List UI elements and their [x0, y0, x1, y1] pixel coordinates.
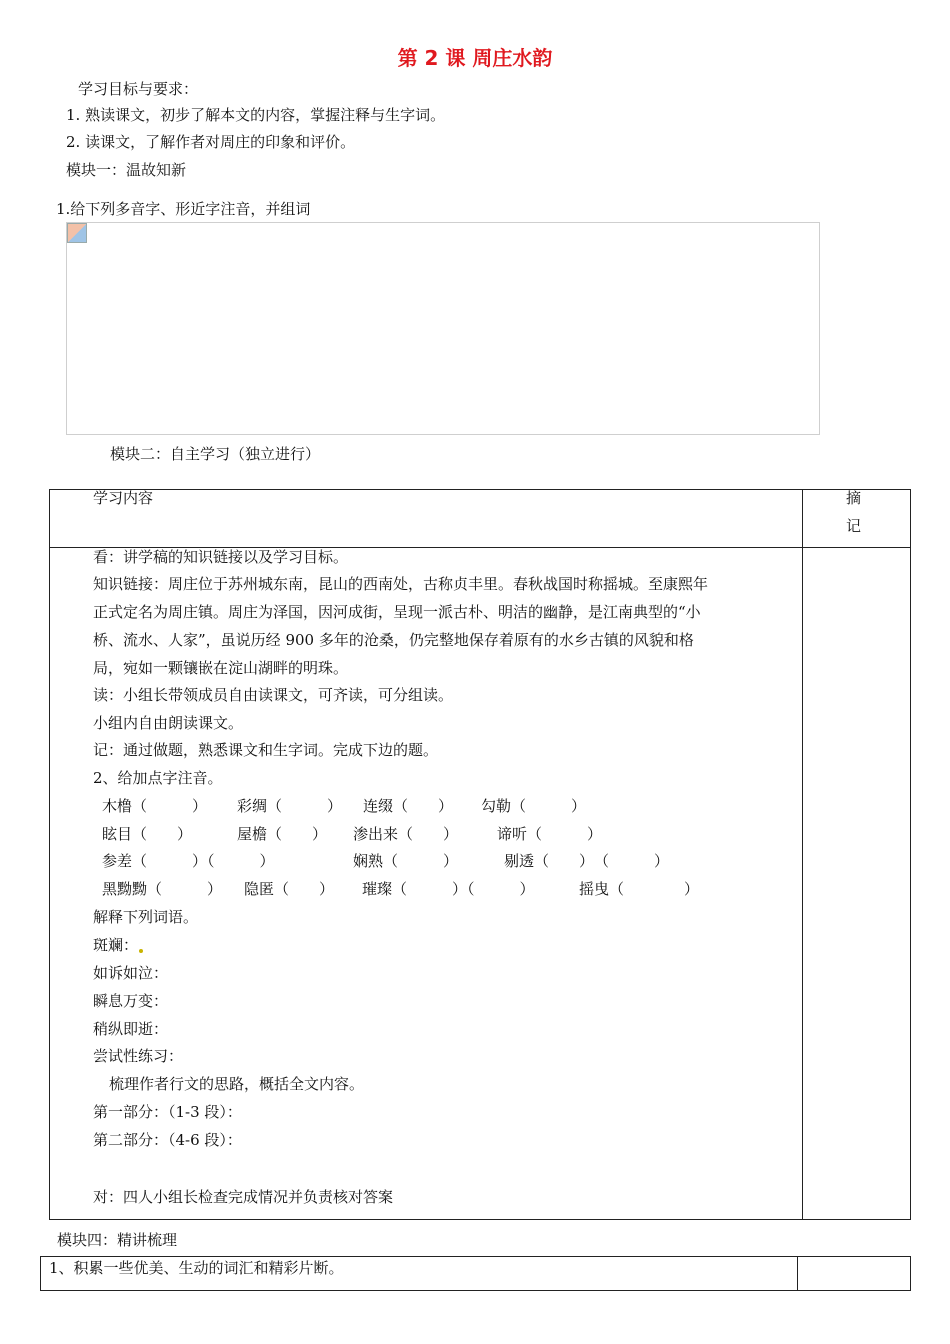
content-line: 桥、流水、人家”，虽说历经 900 多年的沧桑，仍完整地保存着原有的水乡古镇的风貌和格: [93, 631, 694, 649]
module1-task: 1.给下列多音字、形近字注音，并组词: [56, 200, 311, 218]
check-line: 对：四人小组长检查完成情况并负责核对答案: [93, 1188, 394, 1206]
part-item: 第一部分：（1-3 段）：: [93, 1103, 242, 1121]
content-line: 记：通过做题，熟悉课文和生字词。完成下边的题。: [93, 741, 439, 759]
pinyin-item: 剔透（ ） （ ）: [504, 852, 670, 870]
content-line: 小组内自由朗读课文。: [93, 714, 244, 732]
objectives-heading: 学习目标与要求：: [78, 80, 199, 98]
pinyin-item: 木橹（ ）: [102, 797, 208, 815]
col-header-notes-2: 记: [846, 517, 862, 535]
part-item: 第二部分：（4-6 段）：: [93, 1131, 242, 1149]
objective-item-2: 2. 读课文，了解作者对周庄的印象和评价。: [66, 133, 356, 151]
term-item: 瞬息万变：: [93, 992, 169, 1010]
pinyin-item: 屋檐（ ）: [237, 825, 328, 843]
pinyin-item: 黑黝黝（ ）: [102, 880, 223, 898]
content-line: 正式定名为周庄镇。周庄为泽国，因河成街，呈现一派古朴、明洁的幽静，是江南典型的“小: [93, 603, 701, 621]
highlight-dot-icon: [139, 949, 143, 953]
pinyin-item: 璀璨（ ）（ ）: [362, 880, 535, 898]
practice-task: 梳理作者行文的思路，概括全文内容。: [109, 1075, 365, 1093]
term-item: 斑斓：: [93, 938, 143, 953]
pinyin-item: 娴熟（ ）: [353, 852, 459, 870]
explain-heading: 解释下列词语。: [93, 908, 199, 926]
image-placeholder: [66, 222, 820, 435]
pinyin-item: 眩目（ ）: [102, 825, 193, 843]
pinyin-item: 彩绸（ ）: [237, 797, 343, 815]
term-item: 如诉如泣：: [93, 964, 169, 982]
module1-heading: 模块一：温故知新: [66, 161, 187, 179]
col-header-content: 学习内容: [93, 489, 154, 507]
pinyin-item: 谛听（ ）: [497, 825, 603, 843]
pinyin-item: 摇曳（ ）: [579, 880, 700, 898]
content-line: 读：小组长带领成员自由读课文，可齐读，可分组读。: [93, 686, 454, 704]
module4-heading: 模块四：精讲梳理: [57, 1231, 178, 1249]
col-header-notes-1: 摘: [846, 489, 862, 507]
content-line: 2、给加点字注音。: [93, 769, 223, 787]
pinyin-item: 参差（ ）（ ）: [102, 852, 275, 870]
pinyin-item: 连缀（ ）: [363, 797, 454, 815]
pinyin-item: 隐匿（ ）: [244, 880, 335, 898]
content-line: 知识链接：周庄位于苏州城东南，昆山的西南处，古称贞丰里。春秋战国时称摇城。至康熙年: [93, 575, 709, 593]
page-title: 第 2 课 周庄水韵: [397, 46, 553, 70]
module4-row: 1、积累一些优美、生动的词汇和精彩片断。: [49, 1259, 344, 1277]
term-item: 稍纵即逝：: [93, 1020, 169, 1038]
module2-heading: 模块二：自主学习（独立进行）: [110, 445, 321, 463]
content-line: 局，宛如一颗镶嵌在淀山湖畔的明珠。: [93, 659, 349, 677]
broken-image-icon: [67, 223, 87, 243]
objective-item-1: 1. 熟读课文，初步了解本文的内容，掌握注释与生字词。: [66, 106, 446, 124]
content-line: 看：讲学稿的知识链接以及学习目标。: [93, 548, 349, 566]
pinyin-item: 勾勒（ ）: [481, 797, 587, 815]
practice-heading: 尝试性练习：: [93, 1047, 184, 1065]
pinyin-item: 渗出来（ ）: [353, 825, 459, 843]
